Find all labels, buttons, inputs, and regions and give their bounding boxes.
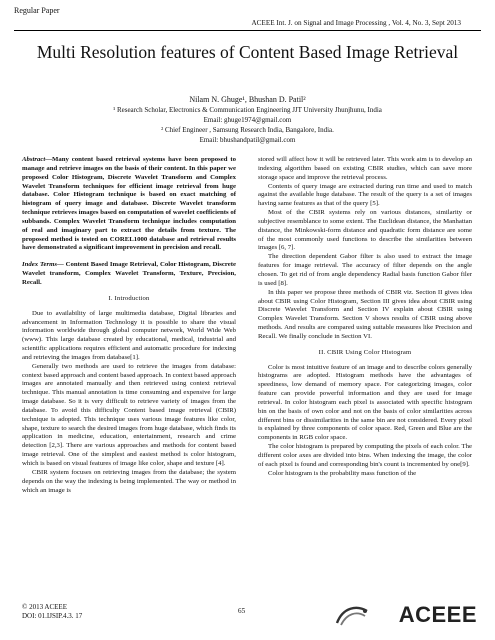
index-terms-text: Content Based Image Retrieval, Color Histogram, Discrete Wavelet transform, Complex Wavelet Transform, Texture, Precision, Recall. [22, 261, 236, 286]
header-rule [14, 30, 481, 31]
email-1: Email: ghuge1974@gmail.com [203, 116, 292, 124]
left-column [22, 156, 236, 495]
intro-paragraph-2: Generally two methods are used to retrieve the images from database: context based approach and content based approach. In context based approach images are annotated manually and then retrieved using context retrieval technique. This manual annotation is time consuming and expensive for large image database. So it is very difficult to retrieve variety of images from the database. To avoid this difficulty Content based image retrieval (CBIR) technique is adopted. This technique uses various image features like color, shape, texture to search the desired images from huge database, which finds its application in medicine, education, entertainment, research and crime detection [2,3]. There are various approaches and methods for content based image retrieval. One of the simplest and easiest method is color histogram, which is based on visual features of image like color, shape and texture [4]. [22, 362, 236, 467]
abstract-label: Abstract— [22, 156, 53, 163]
index-terms-label: Index Terms— [22, 261, 64, 269]
email-2: Email: bhushandpatil@gmail.com [199, 136, 296, 144]
sec2-paragraph-3: Color histogram is the probability mass function of the [268, 469, 417, 477]
affiliation-2: ² Chief Engineer , Samsung Research India, Bangalore, India. [161, 126, 334, 134]
intro-paragraph-3: CBIR system focuses on retrieving images from the database; the system depends on the way the indexing is being implemented. The way or method in which an image is [22, 468, 236, 494]
index-terms [22, 261, 236, 288]
sec2-paragraph-2: The color histogram is prepared by computing the pixels of each color. The different color axes are divided into bins. When indexing the image, the color of each pixel is found and corresponding bin's count is incremented by one[9]. [258, 443, 472, 468]
doi: DOI: 01.IJSIP.4.3. 17 [22, 612, 83, 620]
journal-citation: ACEEE Int. J. on Signal and Image Processing , Vol. 4, No. 3, Sept 2013 [251, 19, 461, 27]
abstract [22, 156, 236, 253]
author-names: Nilam N. Ghuge¹, Bhushan D. Patil² [189, 95, 306, 104]
paper-type-label: Regular Paper [14, 6, 60, 15]
right-column [258, 156, 472, 479]
section-heading-color-histogram: II. CBIR Using Color Histogram [318, 348, 412, 356]
affiliation-1: ¹ Research Scholar, Electronics & Communication Engineering JJT University Jhunjhunu, India [113, 106, 382, 114]
aceee-logo [327, 599, 477, 631]
right-paragraph-5: In this paper we propose three methods of CBIR viz. Section II gives idea about CBIR using Color Histogram, Section III gives idea about CBIR using Discrete Wavelet Transform and Section IV explain about CBIR using Complex Wavelet Transform. Section V shows results of CBIR using above methods. And results are compared using suitable measures like Precision and Recall. We finally conclude in Section VI. [258, 288, 472, 340]
right-paragraph-3: Most of the CBIR systems rely on various distances, similarity or subjective resemblance to some extent. The Euclidean distance, the Manhattan distance, the Minkowski-form distance and quadratic form distance are some of the most commonly used functions to describe the similarities between images [6, 7]. [258, 209, 472, 252]
page-number: 65 [238, 607, 246, 615]
aceee-logo-icon [335, 603, 369, 627]
right-paragraph-4: The direction dependent Gabor filter is also used to extract the image features for image retrieval. The accuracy of filter depends on the angle chosen. To get rid of from angle dependency Radial basis function Gabor filer is used [8]. [258, 253, 472, 287]
paper-title: Multi Resolution features of Content Based Image Retrieval [36, 42, 459, 62]
intro-paragraph-1: Due to availability of large multimedia database, Digital libraries and advancement in Information Technology it is possible to share the visual information worldwide through global computer network, World Wide Web (www). This large database created by educational, medical, industrial and scientific applications requires efficient and automatic procedure for indexing and retrieving the images from database[1]. [22, 309, 236, 361]
abstract-text: Many content based retrieval systems have been proposed to manage and retrieve images on the basis of their content. In this paper we proposed Color Histogram, Discrete Wavelet Transform and Complex Wavelet Transform techniques for efficient image retrieval from huge database. Color Histogram technique is based on exact matching of histogram of query image and database. Discrete Wavelet transform technique retrieves images based on computation of wavelet coefficients of subbands. Complex Wavelet Transform technique includes computation of real and imaginary part to extract the details from texture. The proposed method is tested on COREL1000 database and retrieval results have demonstrated a significant improvement in precision and recall. [22, 156, 236, 252]
right-paragraph-1: stored will affect how it will be retrieved later. This work aim is to develop an indexing algorithm based on existing CBIR studies, which can save more storage space and improve the retrieval process. [258, 156, 472, 181]
aceee-logo-text: ACEEE [398, 602, 477, 627]
section-heading-introduction: I. Introduction [108, 294, 150, 302]
copyright: © 2013 ACEEE [22, 603, 67, 611]
right-paragraph-2: Contents of query image are extracted during run time and used to match against the available huge database. The result of the query is a set of images having same features as that of the query [5]. [258, 182, 472, 208]
sec2-paragraph-1: Color is most intuitive feature of an image and to describe colors generally histograms are adopted. Histogram methods have the advantages of speediness, low demand of memory space. For categorizing images, color feature can provide powerful information and they are used for image retrieval. In color histogram each pixel is associated with specific histogram bin on the basis of own color and not on the basis of color similarities across different bins or dissimilarities in the same bin are not considered. Every pixel is explained by three components of color space. Red, Green and Blue are the components in RGB color space. [258, 363, 472, 442]
footer-left [22, 603, 82, 621]
